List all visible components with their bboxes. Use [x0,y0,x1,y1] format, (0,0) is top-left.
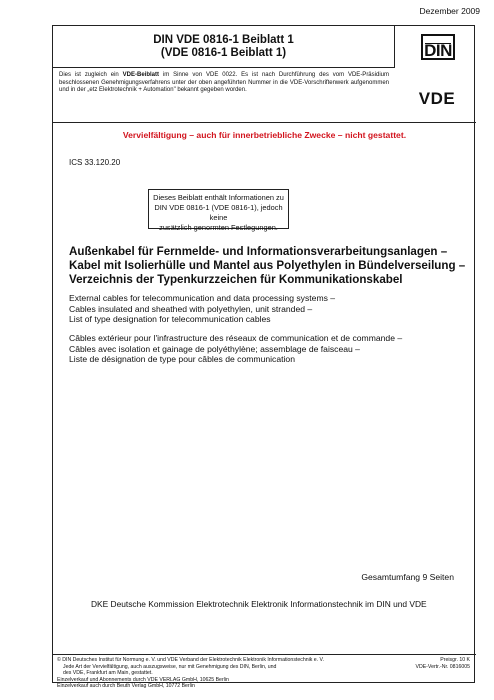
english-title [69,293,469,325]
din-logo [421,34,455,60]
publication-date: Dezember 2009 [419,6,480,16]
price-block [416,657,471,671]
dke-line: DKE Deutsche Kommission Elektrotechnik Elektronik Informationstechnik im DIN und VDE [91,599,427,609]
logo-area [395,26,476,123]
copyright-line-1: © DIN Deutsches Institut für Normung e. V. und VDE Verband der Elektrotechnik Elektronik Informationstechnik e. V. [57,657,324,663]
info-line-3: zusätzlich genormten Festlegungen. [159,223,278,232]
german-title-line-2: Kabel mit Isolierhülle und Mantel aus Polyethylen in Bündelverseilung – [69,259,466,272]
german-title-line-1: Außenkabel für Fernmelde- und Informationsverarbeitungsanlagen – [69,245,448,258]
reproduction-notice: Vervielfältigung – auch für innerbetriebliche Zwecke – nicht gestattet. [122,130,407,140]
vde-notice [59,72,389,95]
copyright-block [57,657,377,690]
notice-part2: im Sinne von VDE 0022. Es ist nach Durchführung des vom VDE-Präsidium beschlossenen Genehmigungsverfahrens unter der oben angeführten Nummer in die VDE-Vorschriftenwerk aufgenommen und in der „etz Elektrotechnik + Automation" bekannt gegeben worden. [59,72,389,94]
sales-line-1: Einzelverkauf und Abonnements durch VDE VERLAG GmbH, 10625 Berlin [57,676,229,683]
english-title-line-3: List of type designation for telecommunication cables [69,314,271,325]
french-title-line-2: Câbles avec isolation et gainage de polyéthylène; assemblage de faisceau – [69,343,360,354]
vde-logo: VDE [418,89,456,108]
english-title-line-2: Cables insulated and sheathed with polyethylen, unit stranded – [69,303,313,314]
sales-line-2: Einzelverkauf auch durch Beuth Verlag GmbH, 10772 Berlin [57,683,195,689]
header [53,26,476,123]
notice-part1: Dies ist zugleich ein [59,72,123,78]
total-pages: Gesamtumfang 9 Seiten [361,572,454,582]
french-title [69,333,469,365]
standard-title-box [53,26,395,68]
french-title-line-3: Liste de désignation de type pour câbles de communication [69,354,295,365]
info-box [148,189,289,232]
order-number: VDE-Vertr.-Nr. 0816005 [415,663,470,670]
ics-code: ICS 33.120.20 [69,158,121,167]
din-logo-text: DIN [424,41,452,60]
footer [53,654,476,689]
copyright-line-2: Jede Art der Vervielfältigung, auch auszugsweise, nur mit Genehmigung des DIN, Berlin, und [63,663,277,670]
copyright-line-3: des VDE, Frankfurt am Main, gestattet. [63,670,153,676]
german-title [69,245,469,287]
cover-frame [52,25,475,689]
french-title-line-1: Câbles extérieur pour l'infrastructure des réseaux de communication et de commande – [69,333,403,343]
info-line-2: DIN VDE 0816-1 (VDE 0816-1), jedoch keine [154,203,283,222]
standard-number-vde: (VDE 0816-1 Beiblatt 1) [160,47,287,59]
german-title-line-3: Verzeichnis der Typenkurzzeichen für Kommunikationskabel [69,273,403,286]
info-line-1: Dieses Beiblatt enthält Informationen zu [153,193,284,202]
price-group: Preisgr. 10 K [440,657,470,663]
notice-bold: VDE-Beiblatt [122,72,159,78]
standard-number: DIN VDE 0816-1 Beiblatt 1 [153,34,294,46]
english-title-line-1: External cables for telecommunication and data processing systems – [69,293,336,303]
